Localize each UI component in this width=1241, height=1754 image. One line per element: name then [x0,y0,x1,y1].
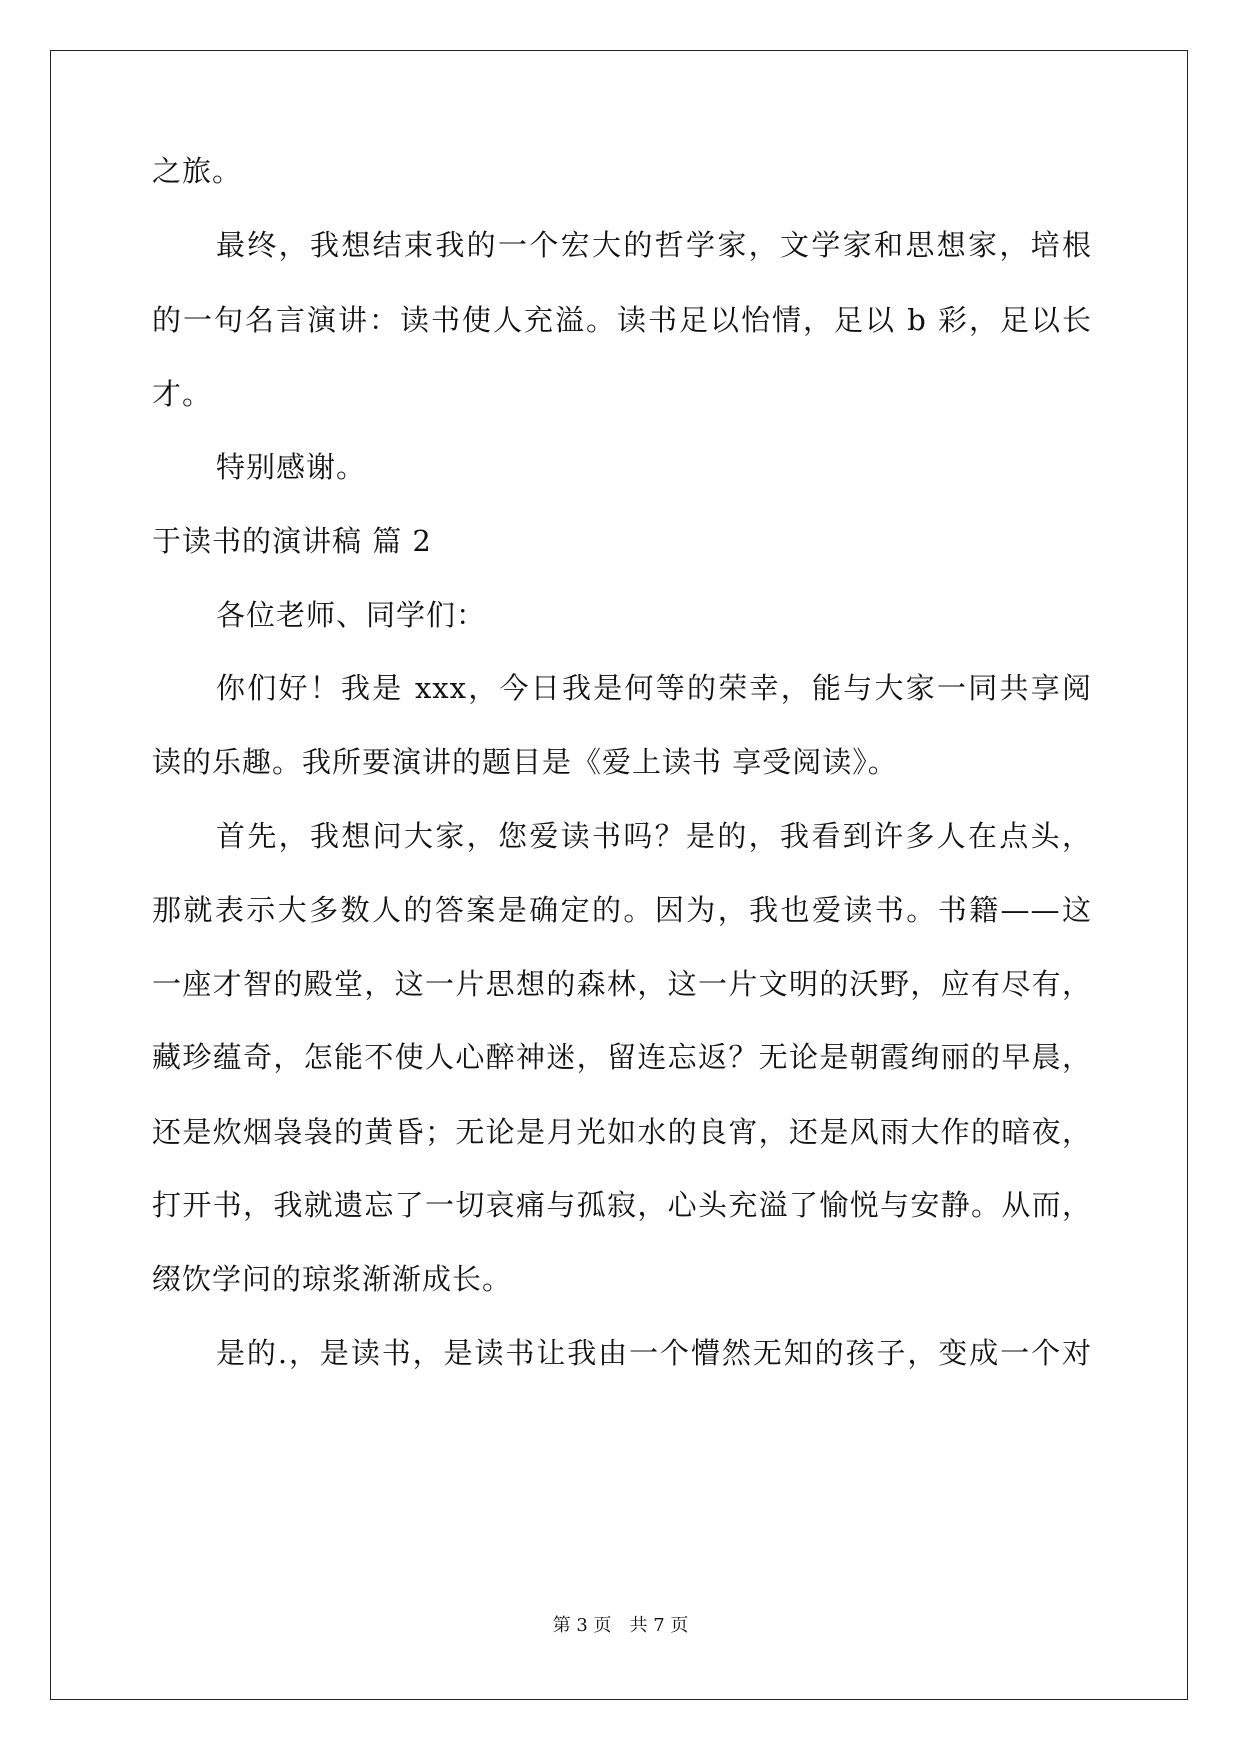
text-line: 是的.，是读书，是读书让我由一个懵然无知的孩子，变成一个对 [216,1336,1092,1370]
text-line: 打开书，我就遗忘了一切哀痛与孤寂，心头充溢了愉悦与安静。从而， [152,1188,1092,1222]
text-line: 还是炊烟袅袅的黄昏；无论是月光如水的良宵，还是风雨大作的暗夜， [152,1115,1092,1149]
text-line: 特别感谢。 [216,450,367,484]
text-line: 一座才智的殿堂，这一片思想的森林，这一片文明的沃野，应有尽有， [152,967,1092,1001]
section-heading: 于读书的演讲稿 篇 2 [152,524,432,558]
text-line: 藏珍蕴奇，怎能不使人心醉神迷，留连忘返？无论是朝霞绚丽的早晨， [152,1040,1092,1074]
text-line: 之旅。 [152,154,243,188]
text-line: 的一句名言演讲：读书使人充溢。读书足以怡情，足以 b 彩，足以长 [152,303,1092,337]
text-line: 缀饮学问的琼浆渐渐成长。 [152,1262,513,1296]
text-line: 首先，我想问大家，您爱读书吗？是的，我看到许多人在点头， [216,819,1092,853]
page-number: 第 3 页 共 7 页 [552,1615,689,1636]
page-border [50,50,1188,1700]
text-line: 那就表示大多数人的答案是确定的。因为，我也爱读书。书籍——这 [152,893,1092,927]
text-line: 读的乐趣。我所要演讲的题目是《爱上读书 享受阅读》。 [152,745,898,779]
text-line: 各位老师、同学们： [216,598,487,632]
text-line: 你们好！我是 xxx，今日我是何等的荣幸，能与大家一同共享阅 [216,671,1092,705]
text-line: 才。 [152,377,213,411]
text-line: 最终，我想结束我的一个宏大的哲学家，文学家和思想家，培根 [216,228,1092,262]
